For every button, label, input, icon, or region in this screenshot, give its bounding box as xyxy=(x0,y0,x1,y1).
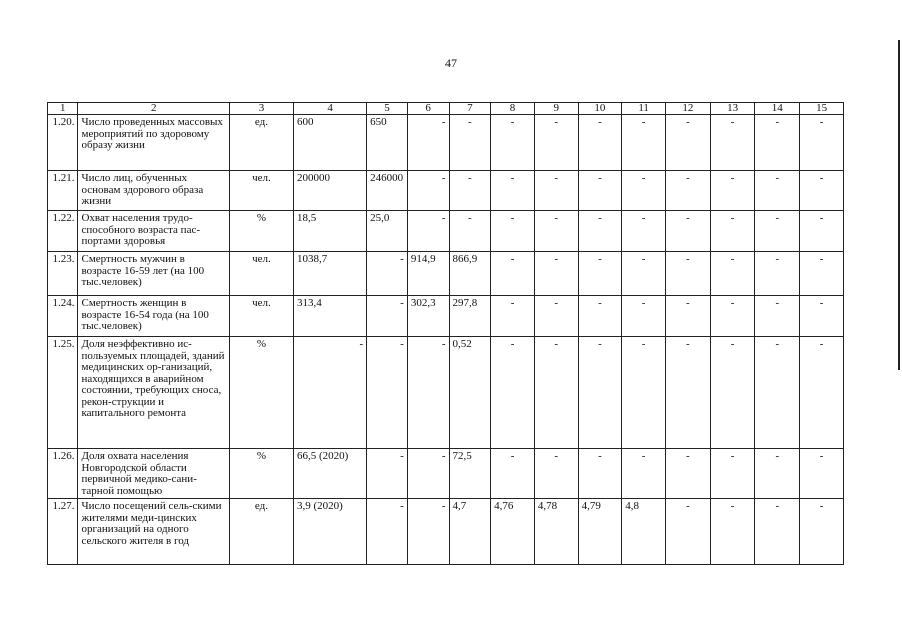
header-cell: 3 xyxy=(229,103,293,115)
table-row xyxy=(48,449,844,499)
table-row xyxy=(48,115,844,171)
value-cell: - xyxy=(710,449,755,499)
value-cell: - xyxy=(491,296,535,337)
value-cell: - xyxy=(491,252,535,296)
header-cell: 1 xyxy=(48,103,78,115)
value-cell: 72,5 xyxy=(449,449,491,499)
value-cell: - xyxy=(800,449,844,499)
header-cell: 12 xyxy=(665,103,710,115)
value-cell: - xyxy=(665,171,710,211)
value-cell: 302,3 xyxy=(407,296,449,337)
indicators-table xyxy=(47,102,844,565)
row-number: 1.22. xyxy=(48,211,78,252)
value-cell: - xyxy=(534,296,578,337)
header-cell: 8 xyxy=(491,103,535,115)
table-row xyxy=(48,296,844,337)
value-cell: - xyxy=(665,211,710,252)
indicator-name: Число посещений сель-скими жителями меди-цинских организаций на одного сельского жителя в год xyxy=(78,499,229,565)
value-cell: - xyxy=(578,337,622,449)
value-cell: - xyxy=(710,115,755,171)
table-row xyxy=(48,171,844,211)
value-cell: - xyxy=(800,115,844,171)
value-cell: - xyxy=(578,211,622,252)
value-cell: - xyxy=(449,211,491,252)
value-cell: - xyxy=(665,296,710,337)
table-body xyxy=(48,115,844,565)
value-cell: - xyxy=(755,115,800,171)
unit-cell: % xyxy=(229,337,293,449)
value-cell: - xyxy=(407,171,449,211)
value-cell: - xyxy=(491,449,535,499)
value-cell: - xyxy=(622,337,666,449)
value-cell: - xyxy=(534,337,578,449)
indicator-name: Доля неэффективно ис-пользуемых площадей, зданий медицинских ор-ганизаций, находящихся в аварийном состоянии, требующих сноса, рекон-струкции и капитального ремонта xyxy=(78,337,229,449)
table-row xyxy=(48,337,844,449)
indicator-name: Смертность мужчин в возрасте 16-59 лет (на 100 тыс.человек) xyxy=(78,252,229,296)
value-cell: - xyxy=(367,296,408,337)
value-cell: - xyxy=(449,171,491,211)
value-cell: 18,5 xyxy=(293,211,366,252)
value-cell: - xyxy=(755,252,800,296)
value-cell: - xyxy=(710,211,755,252)
value-cell: - xyxy=(665,252,710,296)
header-cell: 14 xyxy=(755,103,800,115)
value-cell: - xyxy=(755,211,800,252)
value-cell: 4,76 xyxy=(491,499,535,565)
header-row xyxy=(48,103,844,115)
row-number: 1.25. xyxy=(48,337,78,449)
value-cell: - xyxy=(293,337,366,449)
header-cell: 4 xyxy=(293,103,366,115)
row-number: 1.27. xyxy=(48,499,78,565)
value-cell: - xyxy=(800,296,844,337)
unit-cell: чел. xyxy=(229,252,293,296)
value-cell: - xyxy=(491,337,535,449)
row-number: 1.20. xyxy=(48,115,78,171)
value-cell: - xyxy=(622,115,666,171)
row-number: 1.26. xyxy=(48,449,78,499)
value-cell: 650 xyxy=(367,115,408,171)
value-cell: 246000 xyxy=(367,171,408,211)
value-cell: - xyxy=(491,115,535,171)
page-number: 47 xyxy=(445,56,457,70)
value-cell: - xyxy=(710,171,755,211)
unit-cell: чел. xyxy=(229,171,293,211)
value-cell: - xyxy=(665,115,710,171)
value-cell: 1038,7 xyxy=(293,252,366,296)
value-cell: - xyxy=(622,211,666,252)
value-cell: 3,9 (2020) xyxy=(293,499,366,565)
row-number: 1.24. xyxy=(48,296,78,337)
value-cell: - xyxy=(665,499,710,565)
value-cell: 0,52 xyxy=(449,337,491,449)
unit-cell: чел. xyxy=(229,296,293,337)
value-cell: - xyxy=(622,252,666,296)
header-cell: 9 xyxy=(534,103,578,115)
value-cell: 4,78 xyxy=(534,499,578,565)
value-cell: 66,5 (2020) xyxy=(293,449,366,499)
header-cell: 15 xyxy=(800,103,844,115)
value-cell: 4,7 xyxy=(449,499,491,565)
value-cell: - xyxy=(534,252,578,296)
value-cell: - xyxy=(578,115,622,171)
value-cell: - xyxy=(710,499,755,565)
value-cell: 313,4 xyxy=(293,296,366,337)
value-cell: 866,9 xyxy=(449,252,491,296)
value-cell: - xyxy=(407,337,449,449)
value-cell: - xyxy=(800,499,844,565)
value-cell: - xyxy=(534,171,578,211)
indicator-name: Охват населения трудо-способного возраста пас-портами здоровья xyxy=(78,211,229,252)
value-cell: - xyxy=(367,499,408,565)
value-cell: - xyxy=(449,115,491,171)
value-cell: 4,79 xyxy=(578,499,622,565)
header-cell: 11 xyxy=(622,103,666,115)
unit-cell: ед. xyxy=(229,115,293,171)
value-cell: - xyxy=(367,449,408,499)
value-cell: - xyxy=(367,252,408,296)
value-cell: - xyxy=(800,337,844,449)
row-number: 1.21. xyxy=(48,171,78,211)
value-cell: - xyxy=(578,252,622,296)
value-cell: - xyxy=(710,252,755,296)
indicator-name: Число лиц, обученных основам здорового образа жизни xyxy=(78,171,229,211)
value-cell: - xyxy=(710,296,755,337)
value-cell: - xyxy=(534,449,578,499)
value-cell: - xyxy=(622,171,666,211)
value-cell: - xyxy=(710,337,755,449)
value-cell: 914,9 xyxy=(407,252,449,296)
value-cell: - xyxy=(665,337,710,449)
value-cell: - xyxy=(367,337,408,449)
value-cell: - xyxy=(407,211,449,252)
value-cell: 600 xyxy=(293,115,366,171)
value-cell: 200000 xyxy=(293,171,366,211)
table-row xyxy=(48,252,844,296)
value-cell: - xyxy=(622,296,666,337)
value-cell: - xyxy=(800,171,844,211)
indicator-name: Доля охвата населения Новгородской области первичной медико-сани-тарной помощью xyxy=(78,449,229,499)
value-cell: - xyxy=(534,211,578,252)
value-cell: - xyxy=(491,211,535,252)
value-cell: - xyxy=(755,337,800,449)
value-cell: - xyxy=(755,171,800,211)
header-cell: 5 xyxy=(367,103,408,115)
unit-cell: ед. xyxy=(229,499,293,565)
header-cell: 13 xyxy=(710,103,755,115)
value-cell: - xyxy=(534,115,578,171)
header-cell: 6 xyxy=(407,103,449,115)
value-cell: - xyxy=(578,296,622,337)
header-cell: 2 xyxy=(78,103,229,115)
page-edge-line xyxy=(898,40,900,370)
unit-cell: % xyxy=(229,211,293,252)
value-cell: - xyxy=(407,115,449,171)
row-number: 1.23. xyxy=(48,252,78,296)
value-cell: - xyxy=(755,296,800,337)
value-cell: - xyxy=(491,171,535,211)
value-cell: - xyxy=(800,211,844,252)
value-cell: - xyxy=(622,449,666,499)
value-cell: - xyxy=(800,252,844,296)
value-cell: - xyxy=(407,449,449,499)
value-cell: 297,8 xyxy=(449,296,491,337)
header-cell: 10 xyxy=(578,103,622,115)
value-cell: - xyxy=(755,449,800,499)
unit-cell: % xyxy=(229,449,293,499)
value-cell: - xyxy=(578,171,622,211)
table-row xyxy=(48,499,844,565)
header-cell: 7 xyxy=(449,103,491,115)
indicator-name: Смертность женщин в возрасте 16-54 года (на 100 тыс.человек) xyxy=(78,296,229,337)
value-cell: - xyxy=(665,449,710,499)
indicator-name: Число проведенных массовых мероприятий по здоровому образу жизни xyxy=(78,115,229,171)
table-row xyxy=(48,211,844,252)
value-cell: - xyxy=(755,499,800,565)
value-cell: - xyxy=(407,499,449,565)
value-cell: 4,8 xyxy=(622,499,666,565)
value-cell: 25,0 xyxy=(367,211,408,252)
value-cell: - xyxy=(578,449,622,499)
